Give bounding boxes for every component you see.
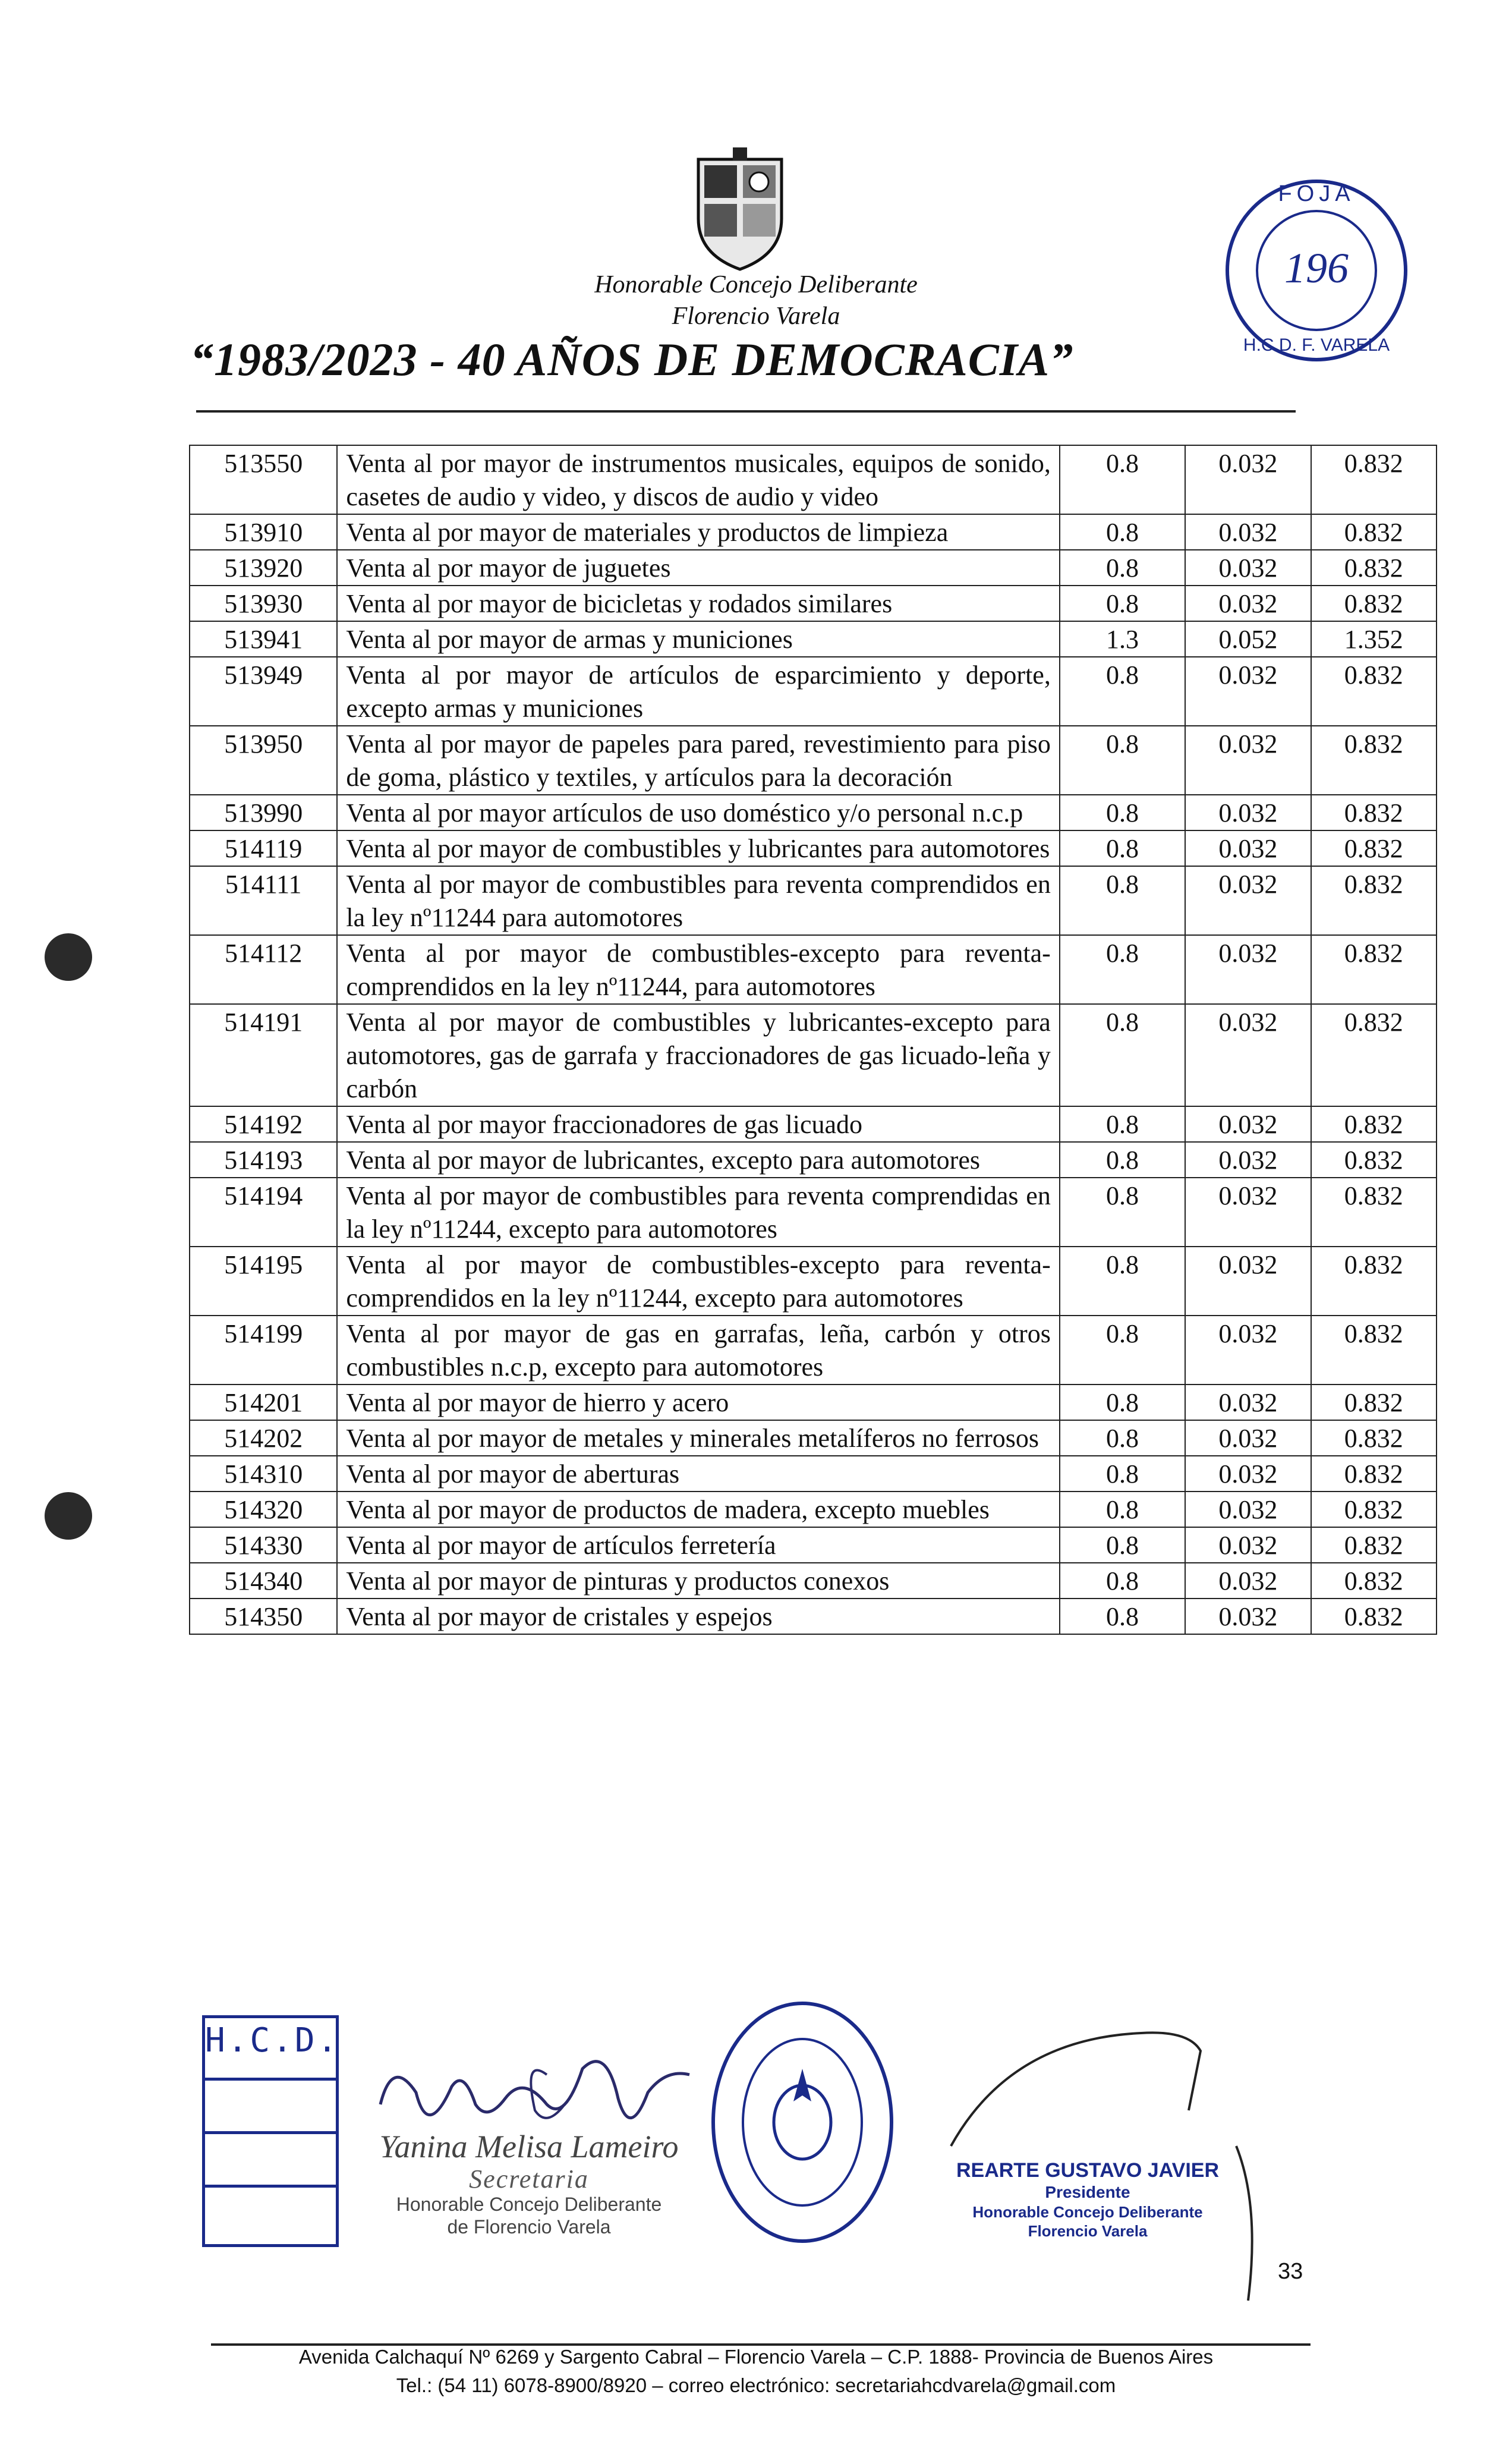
rate-surcharge: 0.032 (1185, 1142, 1311, 1178)
activity-description: Venta al por mayor de metales y minerales metalíferos no ferrosos (337, 1420, 1059, 1456)
rate-base: 1.3 (1060, 621, 1185, 657)
rate-surcharge: 0.032 (1185, 1456, 1311, 1492)
rate-total: 0.832 (1311, 1563, 1437, 1599)
table-row (190, 1106, 1437, 1142)
rate-total: 0.832 (1311, 1420, 1437, 1456)
rate-total: 0.832 (1311, 657, 1437, 726)
activity-code: 513930 (190, 586, 337, 621)
rate-base: 0.8 (1060, 445, 1185, 514)
rate-surcharge: 0.032 (1185, 1599, 1311, 1634)
activity-description: Venta al por mayor de combustibles-excepto para reventa-comprendidos en la ley nº11244, excepto para automotores (337, 1247, 1059, 1316)
rate-base: 0.8 (1060, 1563, 1185, 1599)
rate-total: 0.832 (1311, 1456, 1437, 1492)
rate-base: 0.8 (1060, 1316, 1185, 1385)
table-row (190, 795, 1437, 830)
rate-base: 0.8 (1060, 726, 1185, 795)
rate-total: 0.832 (1311, 1004, 1437, 1106)
activity-code: 513990 (190, 795, 337, 830)
president-role: Presidente (1045, 2183, 1130, 2201)
table-row (190, 445, 1437, 514)
rate-surcharge: 0.032 (1185, 1492, 1311, 1527)
rate-total: 0.832 (1311, 935, 1437, 1004)
rate-base: 0.8 (1060, 1004, 1185, 1106)
rate-surcharge: 0.032 (1185, 550, 1311, 586)
activity-description: Venta al por mayor de combustibles y lubricantes-excepto para automotores, gas de garrafa y fraccionadores de gas licuado-leña y carbón (337, 1004, 1059, 1106)
rate-total: 0.832 (1311, 1385, 1437, 1420)
foja-number: 196 (1284, 244, 1349, 292)
table-row (190, 726, 1437, 795)
org-city: Florencio Varela (672, 303, 840, 330)
table-row (190, 1527, 1437, 1563)
table-row (190, 1178, 1437, 1247)
rate-total: 0.832 (1311, 550, 1437, 586)
rate-base: 0.8 (1060, 830, 1185, 866)
secretary-org: Honorable Concejo Deliberante (396, 2194, 662, 2215)
activity-description: Venta al por mayor de combustibles para reventa comprendidas en la ley nº11244, excepto para automotores (337, 1178, 1059, 1247)
activity-description: Venta al por mayor de combustibles para reventa comprendidos en la ley nº11244 para automotores (337, 866, 1059, 935)
activity-code: 514112 (190, 935, 337, 1004)
rate-base: 0.8 (1060, 1247, 1185, 1316)
rate-surcharge: 0.032 (1185, 795, 1311, 830)
activity-code: 514310 (190, 1456, 337, 1492)
activity-code: 514199 (190, 1316, 337, 1385)
table-row (190, 1420, 1437, 1456)
table-row (190, 1563, 1437, 1599)
activity-description: Venta al por mayor de combustibles-excepto para reventa-comprendidos en la ley nº11244, para automotores (337, 935, 1059, 1004)
president-org-city: Florencio Varela (1028, 2222, 1148, 2240)
president-org: Honorable Concejo Deliberante (972, 2203, 1203, 2221)
activity-description: Venta al por mayor de artículos de esparcimiento y deporte, excepto armas y municiones (337, 657, 1059, 726)
rate-total: 0.832 (1311, 1599, 1437, 1634)
activity-code: 513949 (190, 657, 337, 726)
rate-surcharge: 0.032 (1185, 586, 1311, 621)
activity-code: 514340 (190, 1563, 337, 1599)
rate-base: 0.8 (1060, 586, 1185, 621)
activity-code: 514111 (190, 866, 337, 935)
table-row (190, 1385, 1437, 1420)
activity-code: 513941 (190, 621, 337, 657)
activity-description: Venta al por mayor de aberturas (337, 1456, 1059, 1492)
motto: “1983/2023 - 40 AÑOS DE DEMOCRACIA” (190, 333, 1074, 385)
activity-description: Venta al por mayor fraccionadores de gas licuado (337, 1106, 1059, 1142)
table-row (190, 1599, 1437, 1634)
activity-code: 514350 (190, 1599, 337, 1634)
rate-base: 0.8 (1060, 514, 1185, 550)
rate-base: 0.8 (1060, 1456, 1185, 1492)
activity-code: 514330 (190, 1527, 337, 1563)
rate-base: 0.8 (1060, 866, 1185, 935)
rate-base: 0.8 (1060, 795, 1185, 830)
rate-base: 0.8 (1060, 1527, 1185, 1563)
rate-total: 0.832 (1311, 726, 1437, 795)
activity-description: Venta al por mayor de pinturas y productos conexos (337, 1563, 1059, 1599)
hcd-label: H.C.D. (205, 2021, 340, 2060)
rate-base: 0.8 (1060, 1142, 1185, 1178)
foja-stamp-icon (1218, 172, 1415, 369)
table-row (190, 550, 1437, 586)
rate-surcharge: 0.032 (1185, 935, 1311, 1004)
president-name: REARTE GUSTAVO JAVIER (956, 2159, 1220, 2182)
activity-code: 514193 (190, 1142, 337, 1178)
crest-icon (686, 147, 793, 272)
secretary-role: Secretaria (469, 2164, 589, 2194)
activity-code: 514201 (190, 1385, 337, 1420)
rate-total: 0.832 (1311, 514, 1437, 550)
table-row (190, 514, 1437, 550)
rate-surcharge: 0.052 (1185, 621, 1311, 657)
rate-total: 0.832 (1311, 1316, 1437, 1385)
punch-hole (45, 1492, 92, 1540)
activity-code: 514195 (190, 1247, 337, 1316)
rate-total: 0.832 (1311, 1106, 1437, 1142)
rate-base: 0.8 (1060, 550, 1185, 586)
table-row (190, 657, 1437, 726)
rate-surcharge: 0.032 (1185, 726, 1311, 795)
rate-surcharge: 0.032 (1185, 1247, 1311, 1316)
rate-total: 0.832 (1311, 1142, 1437, 1178)
activity-description: Venta al por mayor de gas en garrafas, leña, carbón y otros combustibles n.c.p, excepto para automotores (337, 1316, 1059, 1385)
activity-code: 513950 (190, 726, 337, 795)
org-name: Honorable Concejo Deliberante (594, 271, 918, 298)
rate-surcharge: 0.032 (1185, 514, 1311, 550)
rate-total: 0.832 (1311, 1492, 1437, 1527)
rate-surcharge: 0.032 (1185, 1106, 1311, 1142)
rate-base: 0.8 (1060, 1492, 1185, 1527)
rate-surcharge: 0.032 (1185, 1316, 1311, 1385)
foja-label: FOJA (1278, 181, 1355, 206)
secretary-name: Yanina Melisa Lameiro (379, 2129, 679, 2164)
rate-total: 0.832 (1311, 1527, 1437, 1563)
activity-description: Venta al por mayor de combustibles y lubricantes para automotores (337, 830, 1059, 866)
secretary-org-city: de Florencio Varela (447, 2216, 611, 2238)
rate-total: 0.832 (1311, 1178, 1437, 1247)
rate-base: 0.8 (1060, 1106, 1185, 1142)
activity-description: Venta al por mayor de hierro y acero (337, 1385, 1059, 1420)
rate-surcharge: 0.032 (1185, 657, 1311, 726)
rate-surcharge: 0.032 (1185, 1385, 1311, 1420)
page-number: 33 (1278, 2259, 1303, 2284)
rate-total: 0.832 (1311, 445, 1437, 514)
activity-description: Venta al por mayor de productos de madera, excepto muebles (337, 1492, 1059, 1527)
table-body (190, 445, 1437, 1634)
activity-code: 514192 (190, 1106, 337, 1142)
table-row (190, 1316, 1437, 1385)
table-row (190, 1004, 1437, 1106)
rate-surcharge: 0.032 (1185, 830, 1311, 866)
rate-surcharge: 0.032 (1185, 1178, 1311, 1247)
activity-description: Venta al por mayor de juguetes (337, 550, 1059, 586)
foja-org: H.C.D. F. VARELA (1243, 335, 1390, 355)
activity-description: Venta al por mayor de papeles para pared, revestimiento para piso de goma, plástico y textiles, y artículos para la decoración (337, 726, 1059, 795)
rate-base: 0.8 (1060, 1420, 1185, 1456)
activity-code: 513550 (190, 445, 337, 514)
rate-total: 0.832 (1311, 1247, 1437, 1316)
activity-description: Venta al por mayor de lubricantes, excepto para automotores (337, 1142, 1059, 1178)
activity-description: Venta al por mayor de instrumentos musicales, equipos de sonido, casetes de audio y video, y discos de audio y video (337, 445, 1059, 514)
rate-base: 0.8 (1060, 657, 1185, 726)
rate-total: 0.832 (1311, 586, 1437, 621)
rate-surcharge: 0.032 (1185, 445, 1311, 514)
rate-total: 1.352 (1311, 621, 1437, 657)
table-row (190, 830, 1437, 866)
punch-hole (45, 933, 92, 981)
rate-total: 0.832 (1311, 830, 1437, 866)
table-row (190, 1456, 1437, 1492)
table-row (190, 586, 1437, 621)
activity-code: 514119 (190, 830, 337, 866)
seal-icon (707, 1997, 897, 2247)
activity-description: Venta al por mayor de cristales y espejos (337, 1599, 1059, 1634)
activity-code: 514202 (190, 1420, 337, 1456)
activity-rates-table (189, 445, 1437, 1635)
rate-total: 0.832 (1311, 866, 1437, 935)
activity-code: 513920 (190, 550, 337, 586)
footer-contact: Tel.: (54 11) 6078-8900/8920 – correo electrónico: secretariahcdvarela@gmail.com (396, 2374, 1116, 2396)
activity-code: 514320 (190, 1492, 337, 1527)
rate-base: 0.8 (1060, 1178, 1185, 1247)
activity-code: 514194 (190, 1178, 337, 1247)
activity-description: Venta al por mayor de bicicletas y rodados similares (337, 586, 1059, 621)
table-row (190, 866, 1437, 935)
rate-base: 0.8 (1060, 1385, 1185, 1420)
activity-description: Venta al por mayor de armas y municiones (337, 621, 1059, 657)
header-divider (196, 410, 1296, 413)
rate-base: 0.8 (1060, 1599, 1185, 1634)
rate-surcharge: 0.032 (1185, 1527, 1311, 1563)
table-row (190, 1142, 1437, 1178)
rate-surcharge: 0.032 (1185, 866, 1311, 935)
rate-surcharge: 0.032 (1185, 1563, 1311, 1599)
activity-description: Venta al por mayor de artículos ferretería (337, 1527, 1059, 1563)
rate-base: 0.8 (1060, 935, 1185, 1004)
activity-code: 514191 (190, 1004, 337, 1106)
rate-surcharge: 0.032 (1185, 1004, 1311, 1106)
activity-code: 513910 (190, 514, 337, 550)
rate-total: 0.832 (1311, 795, 1437, 830)
footer-address: Avenida Calchaquí Nº 6269 y Sargento Cabral – Florencio Varela – C.P. 1888- Provincia de Buenos Aires (298, 2346, 1214, 2368)
activity-description: Venta al por mayor de materiales y productos de limpieza (337, 514, 1059, 550)
activity-description: Venta al por mayor artículos de uso doméstico y/o personal n.c.p (337, 795, 1059, 830)
rate-surcharge: 0.032 (1185, 1420, 1311, 1456)
table-row (190, 935, 1437, 1004)
table-row (190, 621, 1437, 657)
table-row (190, 1247, 1437, 1316)
table-row (190, 1492, 1437, 1527)
